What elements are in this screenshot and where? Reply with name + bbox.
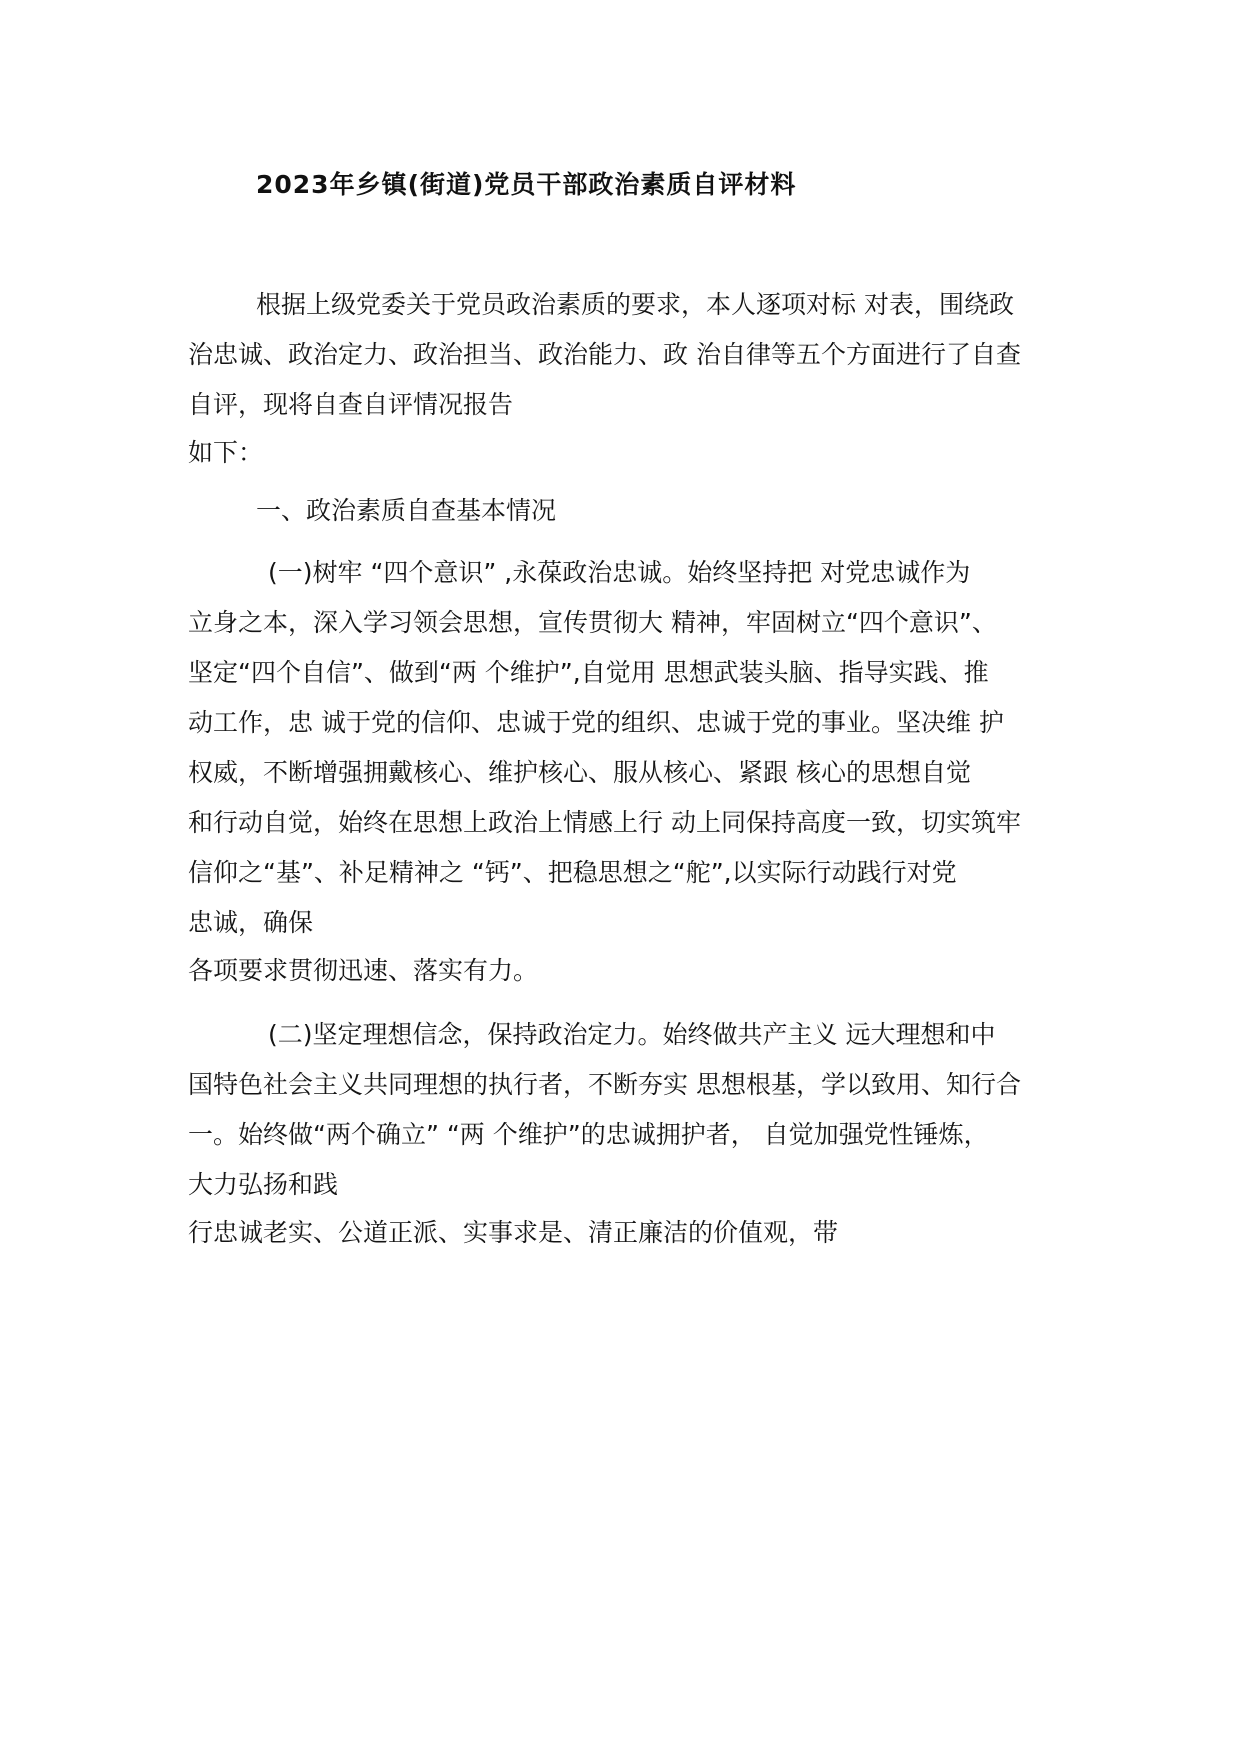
item-one-line-7: 信仰之“基”、补足精神之 “钙”、把稳思想之“舵”,以实际行动践行对党: [188, 858, 957, 887]
item-two-line-3: 一。始终做“两个确立” “两 个维护”的忠诚拥护者， 自觉加强党性锤炼，: [188, 1120, 989, 1149]
item-one-line-4: 动工作，忠 诚于党的信仰、忠诚于党的组织、忠诚于党的事业。坚决维 护: [188, 708, 1004, 737]
item-one-line-1: (一)树牢 “四个意识” ,永葆政治忠诚。始终坚持把 对党忠诚作为: [268, 558, 971, 587]
item-one-line-6: 和行动自觉，始终在思想上政治上情感上行 动上同保持高度一致，切实筑牢: [188, 808, 1021, 837]
item-one-line-8: 忠诚，确保: [188, 908, 314, 937]
item-two-line-2: 国特色社会主义共同理想的执行者，不断夯实 思想根基，学以致用、知行合: [188, 1070, 1021, 1099]
document-title: 2023年乡镇(街道)党员干部政治素质自评材料: [256, 170, 797, 199]
item-one-line-3: 坚定“四个自信”、做到“两 个维护”,自觉用 思想武装头脑、指导实践、推: [188, 658, 989, 687]
item-two-line-5: 行忠诚老实、公道正派、实事求是、清正廉洁的价值观，带: [188, 1218, 839, 1247]
item-one-line-9: 各项要求贯彻迅速、落实有力。: [188, 956, 539, 985]
item-two-line-4: 大力弘扬和践: [188, 1170, 339, 1199]
item-one-line-2: 立身之本，深入学习领会思想，宣传贯彻大 精神，牢固树立“四个意识”、: [188, 608, 997, 637]
intro-line-3: 自评，现将自查自评情况报告: [188, 390, 514, 419]
section-heading: 一、政治素质自查基本情况: [256, 496, 557, 525]
intro-line-2: 治忠诚、政治定力、政治担当、政治能力、政 治自律等五个方面进行了自查: [188, 340, 1021, 369]
intro-line-4: 如下：: [188, 438, 264, 467]
item-two-line-1: (二)坚定理想信念，保持政治定力。始终做共产主义 远大理想和中: [268, 1020, 996, 1049]
intro-line-1: 根据上级党委关于党员政治素质的要求，本人逐项对标 对表，围绕政: [256, 290, 1014, 319]
item-one-line-5: 权威，不断增强拥戴核心、维护核心、服从核心、紧跟 核心的思想自觉: [188, 758, 971, 787]
